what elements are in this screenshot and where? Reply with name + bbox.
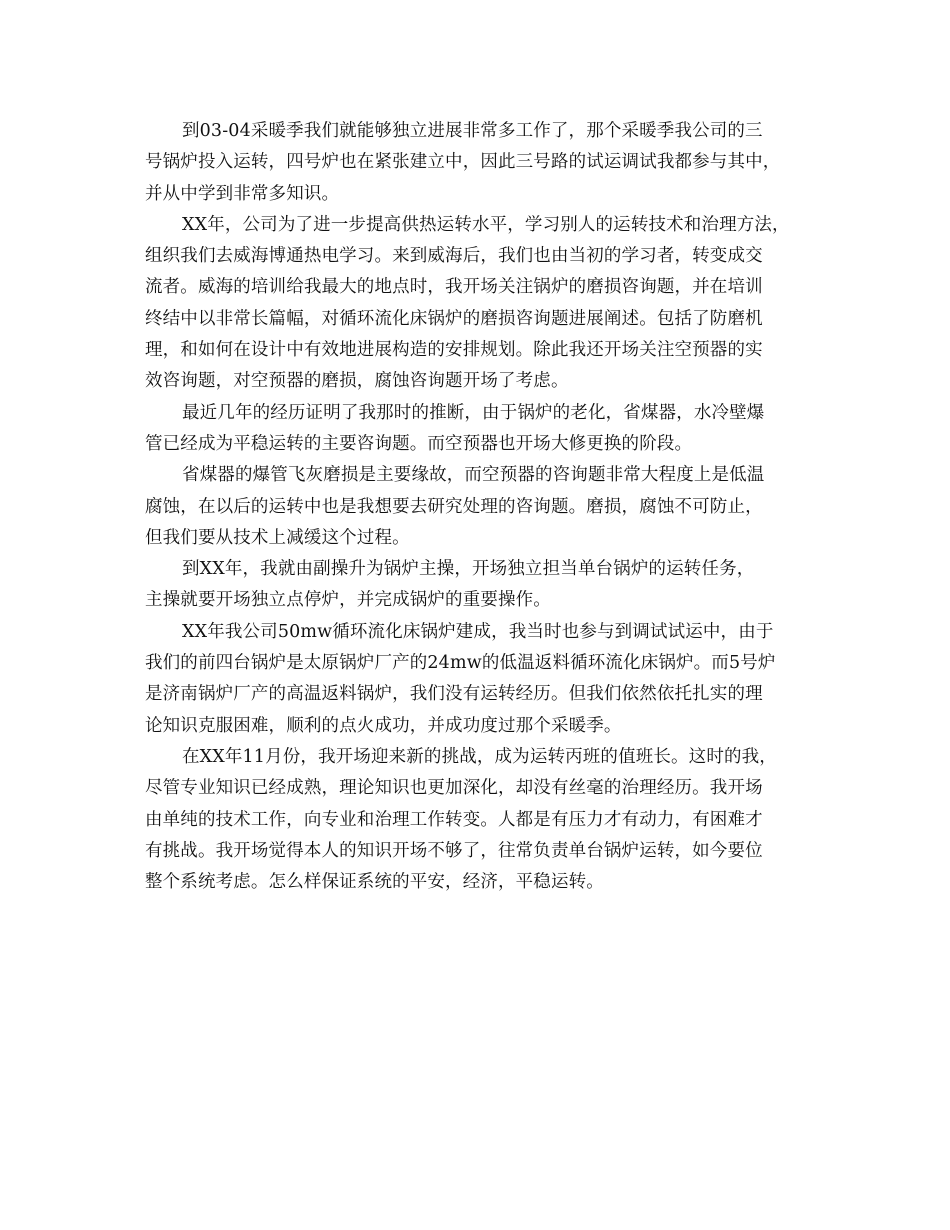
paragraph-line: 主操就要开场独立点停炉，并完成锅炉的重要操作。: [145, 590, 551, 611]
paragraph: [145, 554, 815, 617]
paragraph-line: 组织我们去威海博通热电学习。来到威海后，我们也由当初的学习者，转变成交: [145, 246, 763, 267]
paragraph-line: 终结中以非常长篇幅，对循环流化床锅炉的磨损咨询题进展阐述。包括了防磨机: [145, 308, 763, 329]
paragraph-line: 管已经成为平稳运转的主要咨询题。而空预器也开场大修更换的阶段。: [145, 433, 693, 454]
paragraph-line: 并从中学到非常多知识。: [145, 183, 340, 204]
paragraph-line: 腐蚀，在以后的运转中也是我想要去研究处理的咨询题。磨损，腐蚀不可防止，: [145, 496, 763, 517]
paragraph: [145, 742, 815, 898]
paragraph-first-line: 省煤器的爆管飞灰磨损是主要缘故，而空预器的咨询题非常大程度上是低温: [182, 465, 765, 486]
paragraph-line: 整个系统考虑。怎么样保证系统的平安，经济，平稳运转。: [145, 872, 604, 893]
paragraph-line: 有挑战。我开场觉得本人的知识开场不够了，往常负责单台锅炉运转，如今要位: [145, 840, 763, 861]
paragraph-first-line: 最近几年的经历证明了我那时的推断，由于锅炉的老化，省煤器，水冷壁爆: [182, 402, 765, 423]
paragraph-first-line: 在XX年11月份，我开场迎来新的挑战，成为运转丙班的值班长。这时的我，: [182, 746, 777, 767]
paragraph-line: 是济南锅炉厂产的高温返料锅炉，我们没有运转经历。但我们依然依托扎实的理: [145, 684, 763, 705]
paragraph-line: 但我们要从技术上减缓这个过程。: [145, 527, 410, 548]
paragraph-line: 理，和如何在设计中有效地进展构造的安排规划。除此我还开场关注空预器的实: [145, 340, 763, 361]
paragraph-line: 由单纯的技术工作，向专业和治理工作转变。人都是有压力才有动力，有困难才: [145, 809, 763, 830]
document-body: [145, 116, 815, 898]
paragraph-line: 论知识克服困难，顺利的点火成功，并成功度过那个采暖季。: [145, 715, 622, 736]
paragraph-line: 效咨询题，对空预器的磨损，腐蚀咨询题开场了考虑。: [145, 371, 569, 392]
paragraph: [145, 617, 815, 742]
paragraph-line: 尽管专业知识已经成熟，理论知识也更加深化，却没有丝毫的治理经历。我开场: [145, 778, 763, 799]
paragraph-line: 我们的前四台锅炉是太原锅炉厂产的24mw的低温返料循环流化床锅炉。而5号炉: [145, 653, 776, 674]
paragraph-first-line: XX年，公司为了进一步提高供热运转水平，学习别人的运转技术和治理方法，: [182, 214, 790, 235]
paragraph: [145, 210, 815, 398]
paragraph-line: 流者。威海的培训给我最大的地点时，我开场关注锅炉的磨损咨询题，并在培训: [145, 277, 763, 298]
paragraph-line: 号锅炉投入运转，四号炉也在紧张建立中，因此三号路的试运调试我都参与其中，: [145, 152, 781, 173]
paragraph-first-line: 到03-04采暖季我们就能够独立进展非常多工作了，那个采暖季我公司的三: [182, 121, 763, 141]
paragraph: [145, 460, 815, 554]
paragraph-first-line: 到XX年，我就由副操升为锅炉主操，开场独立担当单台锅炉的运转任务，: [182, 559, 755, 580]
paragraph-first-line: XX年我公司50mw循环流化床锅炉建成，我当时也参与到调试试运中，由于: [182, 621, 774, 642]
paragraph: [145, 116, 815, 210]
paragraph: [145, 398, 815, 461]
